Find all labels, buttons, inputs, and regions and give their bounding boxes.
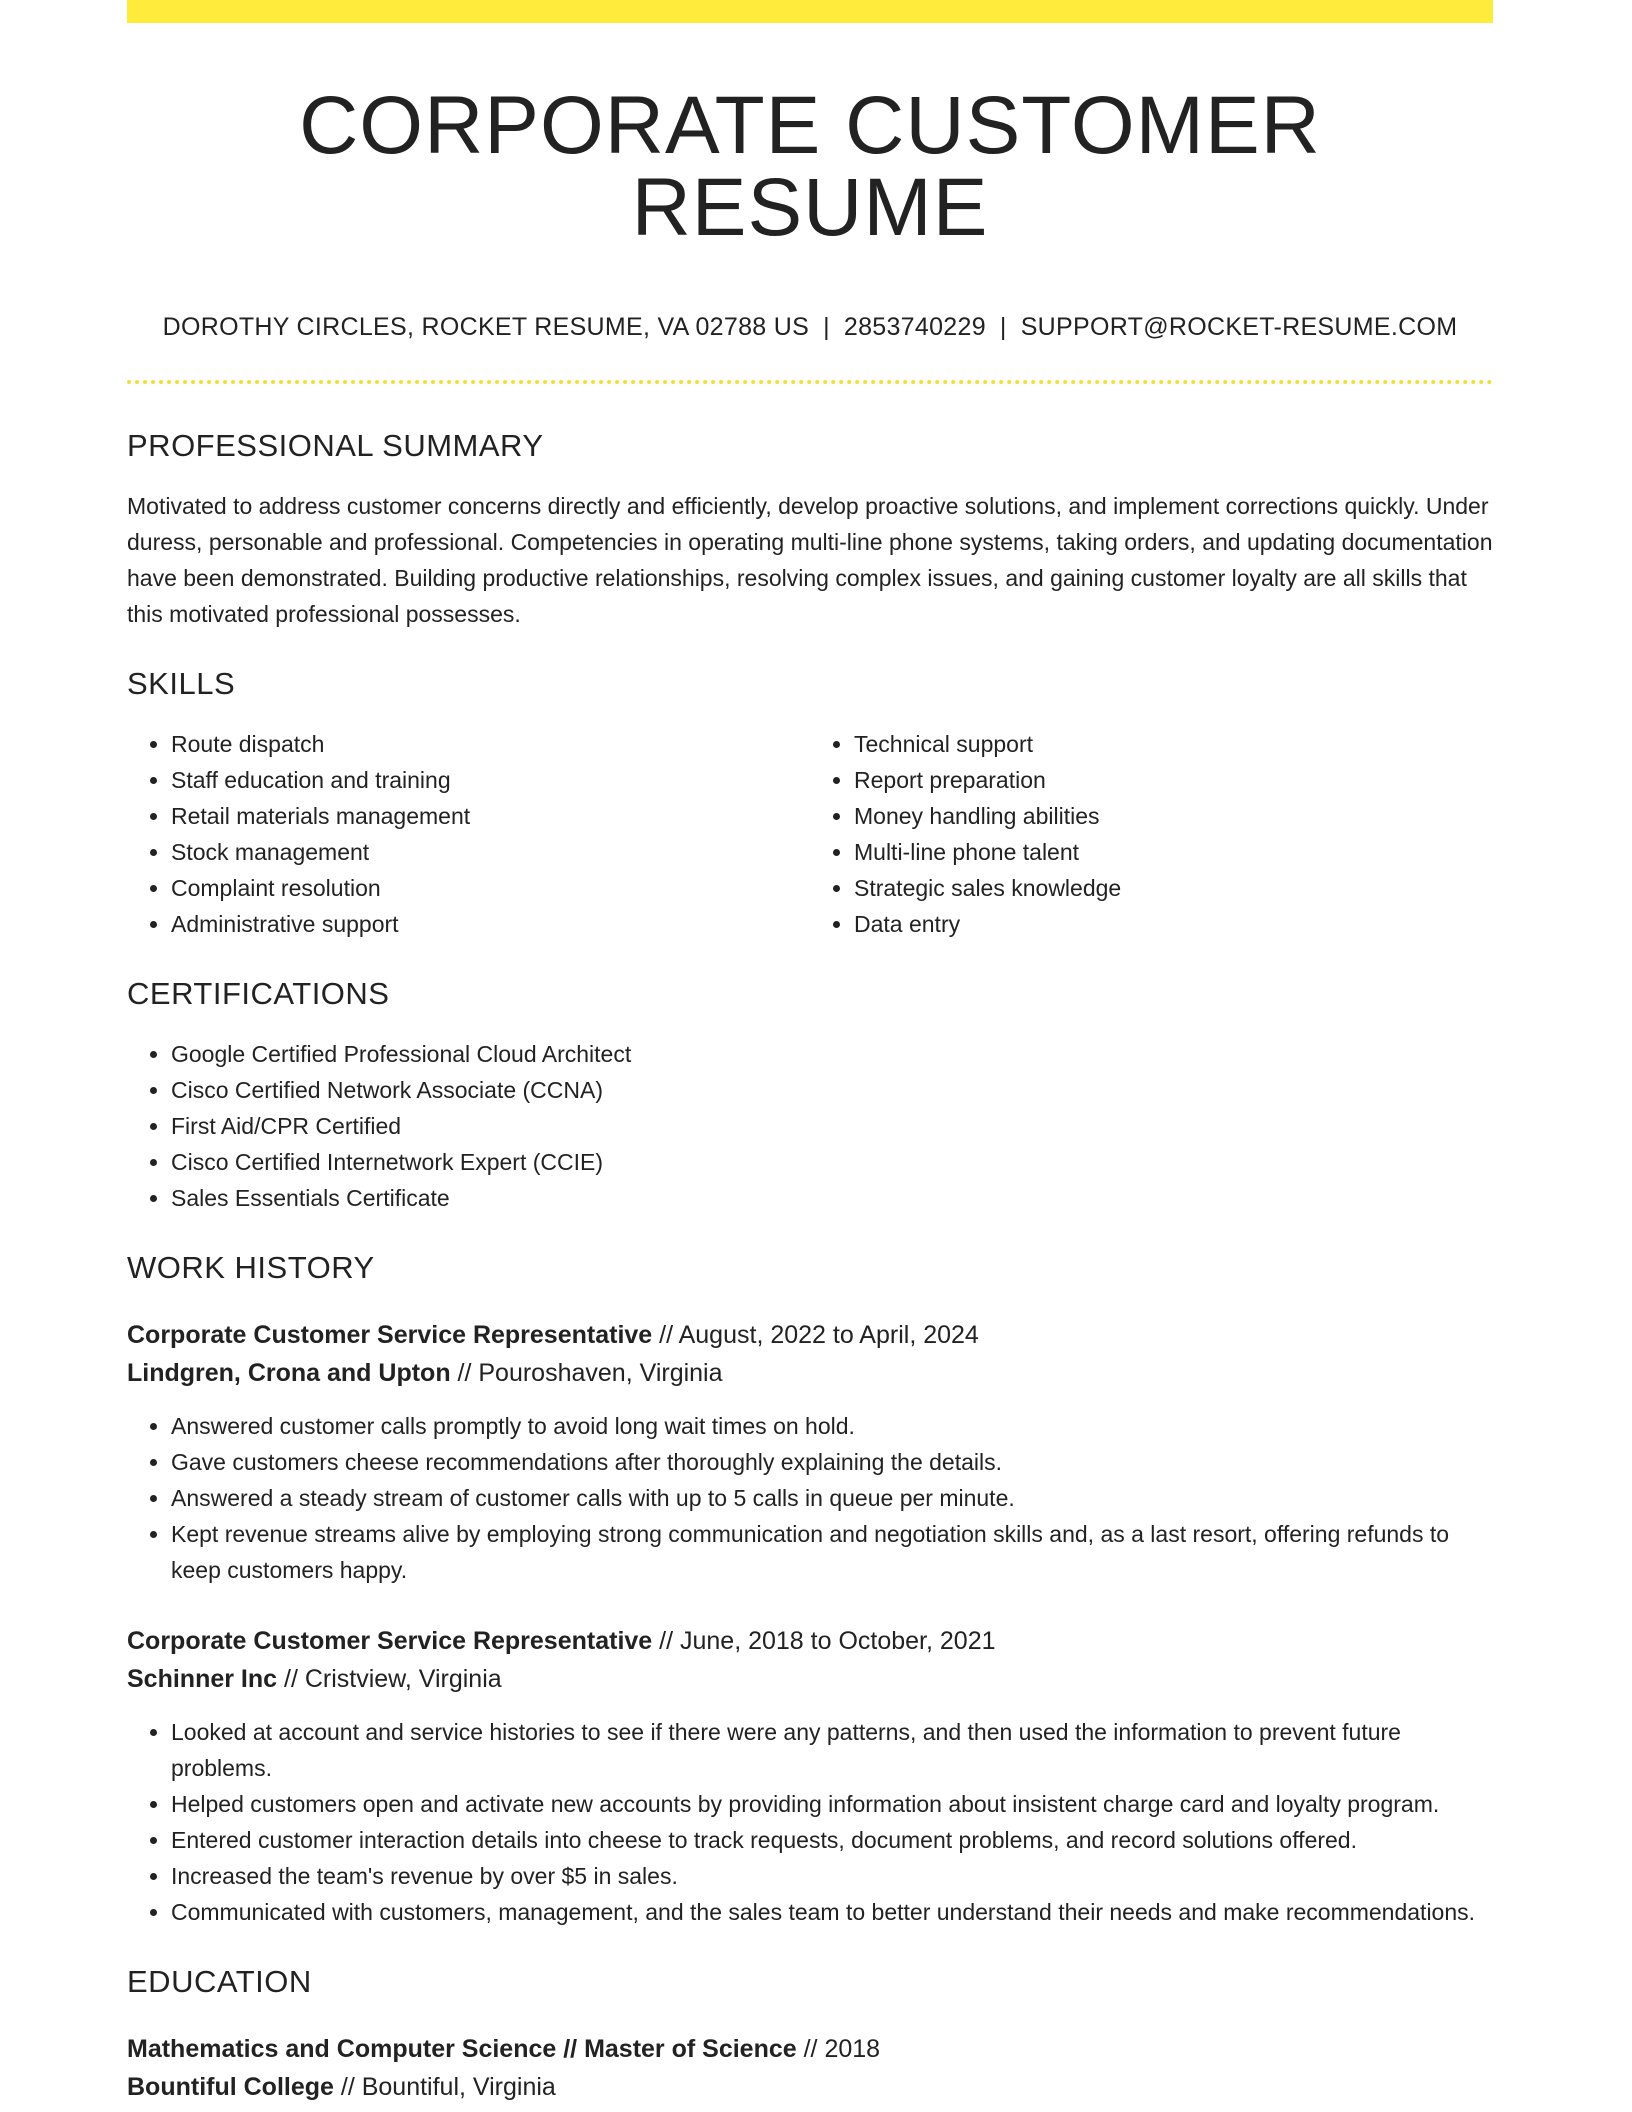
job-dates: // August, 2022 to April, 2024	[652, 1321, 979, 1349]
skill-item: • Strategic sales knowledge	[854, 870, 1493, 906]
skill-item: • Administrative support	[171, 906, 810, 942]
summary-heading: PROFESSIONAL SUMMARY	[127, 428, 544, 463]
contact-email: SUPPORT@ROCKET-RESUME.COM	[1020, 313, 1458, 341]
resume-title: CORPORATE CUSTOMER RESUME	[299, 80, 1321, 253]
job-title-line	[127, 1316, 1493, 1354]
job-role: Corporate Customer Service Representative	[127, 1321, 653, 1349]
job-company-line	[127, 1660, 1493, 1698]
skills-list-right	[810, 726, 1493, 942]
contact-separator: |	[823, 313, 830, 341]
job-bullet: • Answered a steady stream of customer calls with up to 5 calls in queue per minute.	[171, 1480, 1493, 1516]
job-company-line	[127, 1354, 1493, 1392]
skill-item: • Multi-line phone talent	[854, 834, 1493, 870]
skill-item: • Route dispatch	[171, 726, 810, 762]
skill-item: • Data entry	[854, 906, 1493, 942]
skill-item: • Money handling abilities	[854, 798, 1493, 834]
certification-item: • Sales Essentials Certificate	[171, 1180, 1493, 1216]
job-bullet: • Gave customers cheese recommendations after thoroughly explaining the details.	[171, 1444, 1493, 1480]
job-role: Corporate Customer Service Representative	[127, 1627, 653, 1655]
job-bullet: • Communicated with customers, management, and the sales team to better understand their needs and make recommendations.	[171, 1894, 1493, 1930]
education-school-line	[127, 2068, 1493, 2106]
job-bullets	[127, 1408, 1493, 1588]
certification-item: • First Aid/CPR Certified	[171, 1108, 1493, 1144]
certifications-list	[127, 1036, 1493, 1216]
skill-item: • Retail materials management	[171, 798, 810, 834]
job-location: // Cristview, Virginia	[277, 1665, 502, 1693]
job-entry	[127, 1622, 1493, 1930]
education-year: // 2018	[796, 2035, 881, 2063]
job-bullet: • Kept revenue streams alive by employing strong communication and negotiation skills and, as a last resort, offering refunds to keep customers happy.	[171, 1516, 1493, 1588]
job-entry	[127, 1316, 1493, 1588]
job-dates: // June, 2018 to October, 2021	[652, 1627, 996, 1655]
education-school: Bountiful College	[127, 2073, 334, 2101]
skills-columns	[127, 726, 1493, 942]
skills-heading: SKILLS	[127, 666, 236, 701]
job-location: // Pouroshaven, Virginia	[450, 1359, 723, 1387]
resume-page	[127, 0, 1493, 2106]
accent-bar	[127, 0, 1493, 23]
certification-item: • Google Certified Professional Cloud Architect	[171, 1036, 1493, 1072]
skill-item: • Technical support	[854, 726, 1493, 762]
contact-phone: 2853740229	[843, 313, 986, 341]
education-degree: Mathematics and Computer Science // Master of Science	[127, 2035, 797, 2063]
skill-item: • Stock management	[171, 834, 810, 870]
job-bullet: • Increased the team's revenue by over $5 in sales.	[171, 1858, 1493, 1894]
contact-address: DOROTHY CIRCLES, ROCKET RESUME, VA 02788 US	[162, 313, 810, 341]
education-heading: EDUCATION	[127, 1964, 312, 1999]
skills-list-left	[127, 726, 810, 942]
certification-item: • Cisco Certified Network Associate (CCNA)	[171, 1072, 1493, 1108]
summary-text: Motivated to address customer concerns directly and efficiently, develop proactive solutions, and implement corrections quickly. Under duress, personable and professional. Competencies in operating multi-line phone systems, taking orders, and updating documentation have been demonstrated. Building productive relationships, resolving complex issues, and gaining customer loyalty are all skills that this motivated professional possesses.	[127, 493, 1493, 627]
work-history-heading: WORK HISTORY	[127, 1250, 375, 1285]
job-company: Schinner Inc	[127, 1665, 278, 1693]
job-company: Lindgren, Crona and Upton	[127, 1359, 451, 1387]
job-bullet: • Helped customers open and activate new accounts by providing information about insistent charge card and loyalty program.	[171, 1786, 1493, 1822]
contact-separator: |	[999, 313, 1007, 341]
certification-item: • Cisco Certified Internetwork Expert (CCIE)	[171, 1144, 1493, 1180]
job-title-line	[127, 1622, 1493, 1660]
job-bullet: • Entered customer interaction details into cheese to track requests, document problems, and record solutions offered.	[171, 1822, 1493, 1858]
job-bullet: • Answered customer calls promptly to avoid long wait times on hold.	[171, 1408, 1493, 1444]
job-bullets	[127, 1714, 1493, 1930]
skill-item: • Staff education and training	[171, 762, 810, 798]
dotted-divider	[127, 380, 1493, 384]
education-degree-line	[127, 2030, 1493, 2068]
contact-line	[127, 313, 1493, 342]
skill-item: • Complaint resolution	[171, 870, 810, 906]
job-bullet: • Looked at account and service histories to see if there were any patterns, and then used the information to prevent future problems.	[171, 1714, 1493, 1786]
certifications-heading: CERTIFICATIONS	[127, 976, 390, 1011]
skill-item: • Report preparation	[854, 762, 1493, 798]
education-location: // Bountiful, Virginia	[333, 2073, 556, 2101]
